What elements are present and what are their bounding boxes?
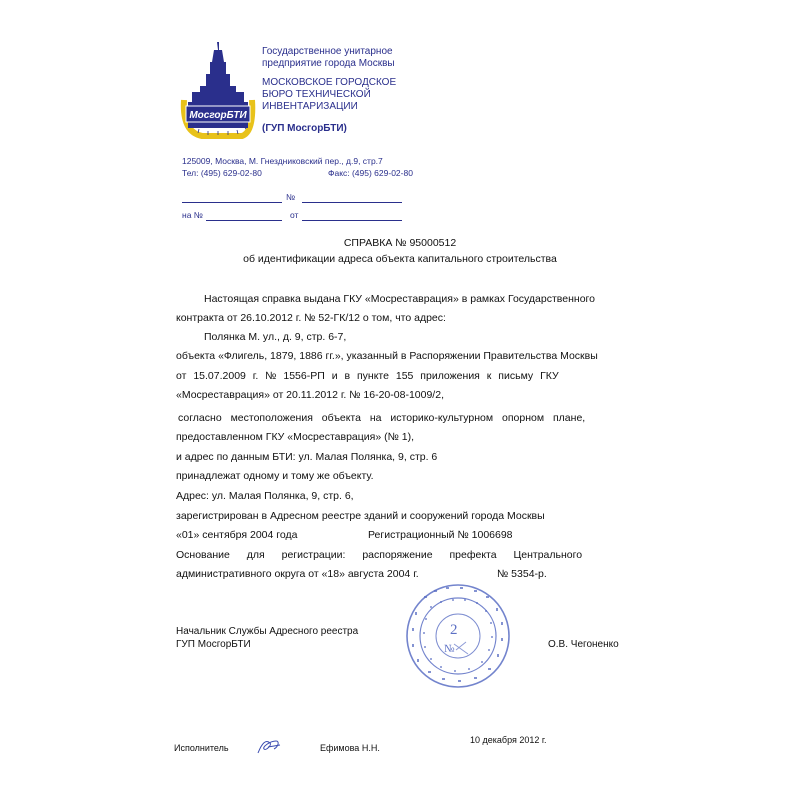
logo-text: МосгорБТИ [189, 110, 247, 121]
outgoing-date-line [182, 202, 282, 203]
executor-signature [254, 735, 284, 757]
incoming-number-label: на № [182, 210, 203, 220]
org-line-4: БЮРО ТЕХНИЧЕСКОЙ [262, 89, 371, 100]
body-line-7: согласно местоположения объекта на историко-культурном опорном плане, [178, 412, 586, 424]
org-phone: Тел: (495) 629-02-80 [182, 168, 262, 178]
body-line-basis: Основание для регистрации: распоряжение префекта Центрального [176, 549, 583, 561]
order-number: № 5354-р. [497, 568, 547, 580]
org-short-name: (ГУП МосгорБТИ) [262, 123, 347, 134]
body-line-6: «Мосреставрация» от 20.11.2012 г. № 16-20-08-1009/2, [176, 389, 444, 401]
body-line-12: зарегистрирован в Адресном реестре зданий и сооружений города Москвы [176, 510, 545, 522]
document-subtitle: об идентификации адреса объекта капитального строительства [243, 253, 557, 265]
org-line-2: предприятие города Москвы [262, 58, 395, 69]
stamp-number-sign: № [444, 643, 455, 655]
signatory-organization: ГУП МосгорБТИ [176, 639, 251, 650]
org-line-5: ИНВЕНТАРИЗАЦИИ [262, 101, 358, 112]
outgoing-number-line [302, 202, 402, 203]
org-address: 125009, Москва, М. Гнездниковский пер., д.9, стр.7 [182, 156, 383, 166]
body-line-8: предоставленном ГКУ «Мосреставрация» (№ 1), [176, 431, 415, 443]
org-line-3: МОСКОВСКОЕ ГОРОДСКОЕ [262, 77, 397, 88]
stamp-signature-mark [454, 642, 468, 654]
registration-number: Регистрационный № 1006698 [368, 529, 513, 541]
body-line-10: принадлежат одному и тому же объекту. [176, 470, 374, 482]
body-line-1: Настоящая справка выдана ГКУ «Мосреставрация» в рамках Государственного [204, 293, 595, 305]
incoming-date-label: от [290, 210, 299, 220]
document-date: 10 декабря 2012 г. [470, 735, 547, 745]
org-fax: Факс: (495) 629-02-80 [328, 168, 413, 178]
incoming-number-line [206, 220, 282, 221]
signatory-position: Начальник Службы Адресного реестра [176, 626, 359, 637]
mosgorbti-logo [180, 40, 256, 140]
body-line-district: административного округа от «18» августа 2004 г. [176, 568, 419, 580]
outgoing-number-label: № [286, 192, 296, 202]
executor-name: Ефимова Н.Н. [320, 743, 380, 753]
body-line-4: объекта «Флигель, 1879, 1886 гг.», указанный в Распоряжении Правительства Москвы [176, 350, 598, 362]
body-line-11: Адрес: ул. Малая Полянка, 9, стр. 6, [176, 490, 354, 502]
body-line-2: контракта от 26.10.2012 г. № 52-ГК/12 о том, что адрес: [176, 312, 446, 324]
executor-label: Исполнитель [174, 743, 229, 753]
incoming-date-line [302, 220, 402, 221]
body-line-5: от 15.07.2009 г. № 1556-РП и в пункте 155 приложения к письму ГКУ [176, 370, 559, 382]
document-title: СПРАВКА № 95000512 [343, 237, 457, 249]
registration-date: «01» сентября 2004 года [176, 529, 298, 541]
signatory-name: О.В. Чегоненко [548, 639, 619, 650]
body-line-9: и адрес по данным БТИ: ул. Малая Полянка, 9, стр. 6 [176, 451, 438, 463]
stamp-number: 2 [450, 622, 458, 638]
org-line-1: Государственное унитарное [262, 46, 393, 57]
official-stamp [404, 582, 512, 690]
body-line-3: Полянка М. ул., д. 9, стр. 6-7, [204, 331, 347, 343]
